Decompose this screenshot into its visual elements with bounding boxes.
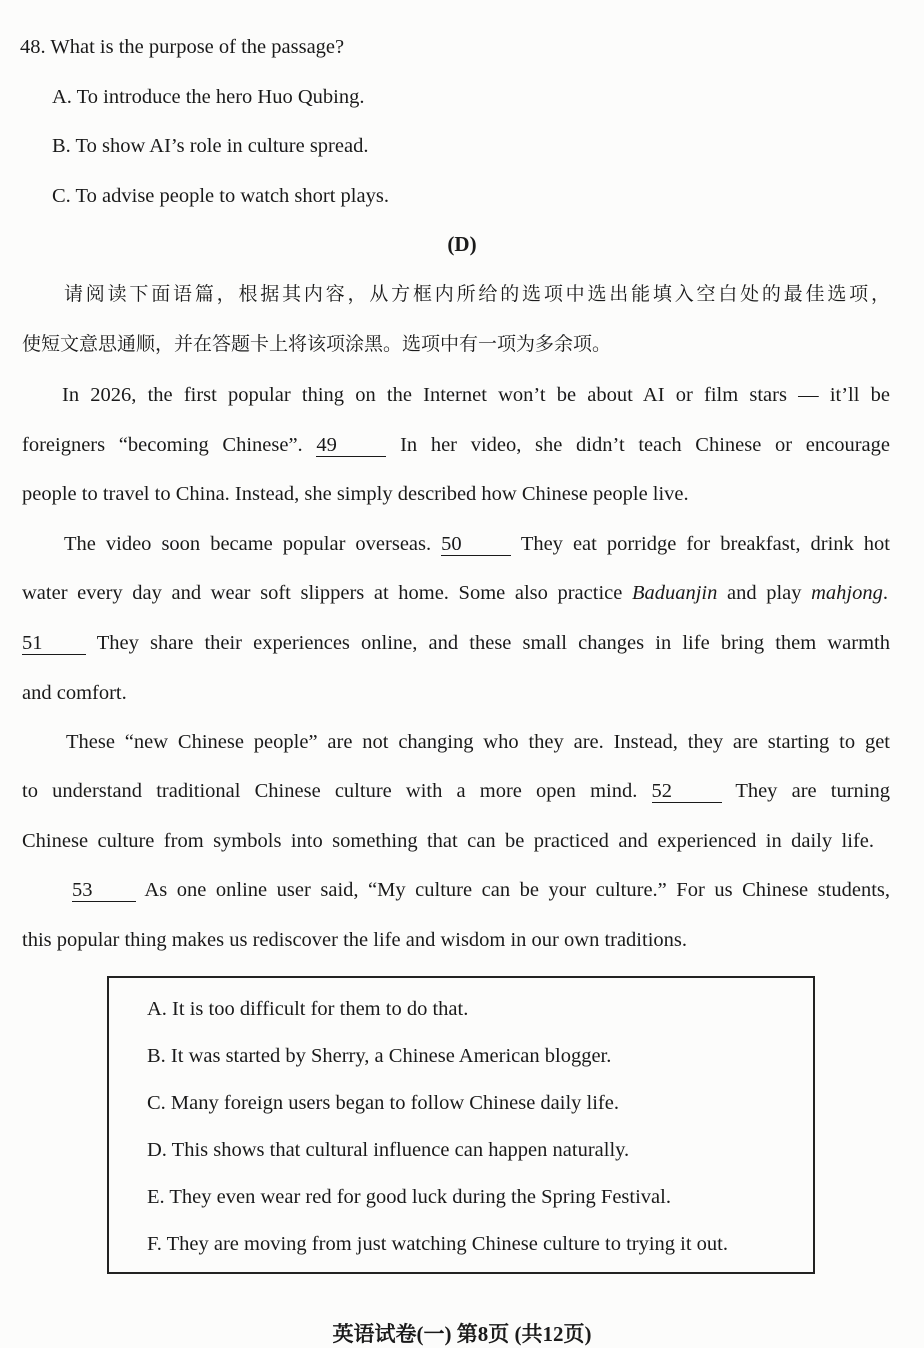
passage-p1-line-2 <box>22 432 890 458</box>
passage-p4-line-1 <box>72 877 890 903</box>
passage-p2-line-3 <box>22 630 890 656</box>
passage-p3-line-1: These “new Chinese people” are not changing who they are. Instead, they are starting to get <box>66 731 890 753</box>
passage-text: They share their experiences online, and these small changes in life bring them warmth <box>96 632 890 654</box>
blank-52[interactable]: 52 <box>652 780 722 803</box>
blank-50[interactable]: 50 <box>441 533 511 556</box>
choice-e[interactable]: E. They even wear red for good luck during the Spring Festival. <box>147 1186 671 1208</box>
passage-p2-line-1 <box>64 531 890 557</box>
question-48-option-c: C. To advise people to watch short plays. <box>52 185 389 207</box>
question-48-option-a: A. To introduce the hero Huo Qubing. <box>52 86 365 108</box>
instruction-line-2: 使短文意思通顺，并在答题卡上将该项涂黑。选项中有一项为多余项。 <box>22 333 612 355</box>
passage-p4-line-2: this popular thing makes us rediscover the life and wisdom in our own traditions. <box>22 929 687 951</box>
options-box <box>107 976 815 1274</box>
passage-text: In her video, she didn’t teach Chinese or encourage <box>400 434 890 456</box>
choice-c[interactable]: C. Many foreign users began to follow Chinese daily life. <box>147 1092 619 1114</box>
blank-51[interactable]: 51 <box>22 632 86 655</box>
question-48-stem: 48. What is the purpose of the passage? <box>20 36 345 58</box>
passage-p2-line-2 <box>22 580 888 606</box>
section-title: (D) <box>447 232 477 256</box>
choice-b[interactable]: B. It was started by Sherry, a Chinese American blogger. <box>147 1045 612 1067</box>
blank-53[interactable]: 53 <box>72 879 136 902</box>
term-baduanjin: Baduanjin <box>631 582 718 604</box>
passage-p1-line-1: In 2026, the first popular thing on the Internet won’t be about AI or film stars — it’ll be <box>62 384 890 406</box>
choice-f[interactable]: F. They are moving from just watching Chinese culture to trying it out. <box>147 1233 728 1255</box>
passage-text: to understand traditional Chinese culture with a more open mind. <box>22 780 638 802</box>
passage-text: They are turning <box>735 780 890 802</box>
passage-p2-line-4: and comfort. <box>22 682 127 704</box>
blank-49[interactable]: 49 <box>316 434 386 457</box>
passage-text: water every day and wear soft slippers at home. Some also practice <box>22 582 623 604</box>
passage-p3-line-3: Chinese culture from symbols into something that can be practiced and experienced in daily life. <box>22 830 874 852</box>
question-48-option-b: B. To show AI’s role in culture spread. <box>52 135 369 157</box>
passage-text: As one online user said, “My culture can be your culture.” For us Chinese students, <box>144 879 891 901</box>
instruction-line-1: 请阅读下面语篇，根据其内容，从方框内所给的选项中选出能填入空白处的最佳选项， <box>64 283 890 305</box>
term-mahjong: mahjong <box>811 582 883 604</box>
passage-text: foreigners “becoming Chinese”. <box>22 434 303 456</box>
passage-text: They eat porridge for breakfast, drink hot <box>520 533 890 555</box>
passage-text: and play <box>727 582 802 604</box>
passage-text: The video soon became popular overseas. <box>64 533 432 555</box>
choice-d[interactable]: D. This shows that cultural influence can happen naturally. <box>147 1139 630 1161</box>
choice-a[interactable]: A. It is too difficult for them to do that. <box>147 998 469 1020</box>
passage-text: . <box>882 582 888 604</box>
passage-p3-line-2 <box>22 778 890 804</box>
page-footer: 英语试卷(一) 第8页 (共12页) <box>332 1322 592 1346</box>
passage-p1-line-3: people to travel to China. Instead, she simply described how Chinese people live. <box>22 483 689 505</box>
